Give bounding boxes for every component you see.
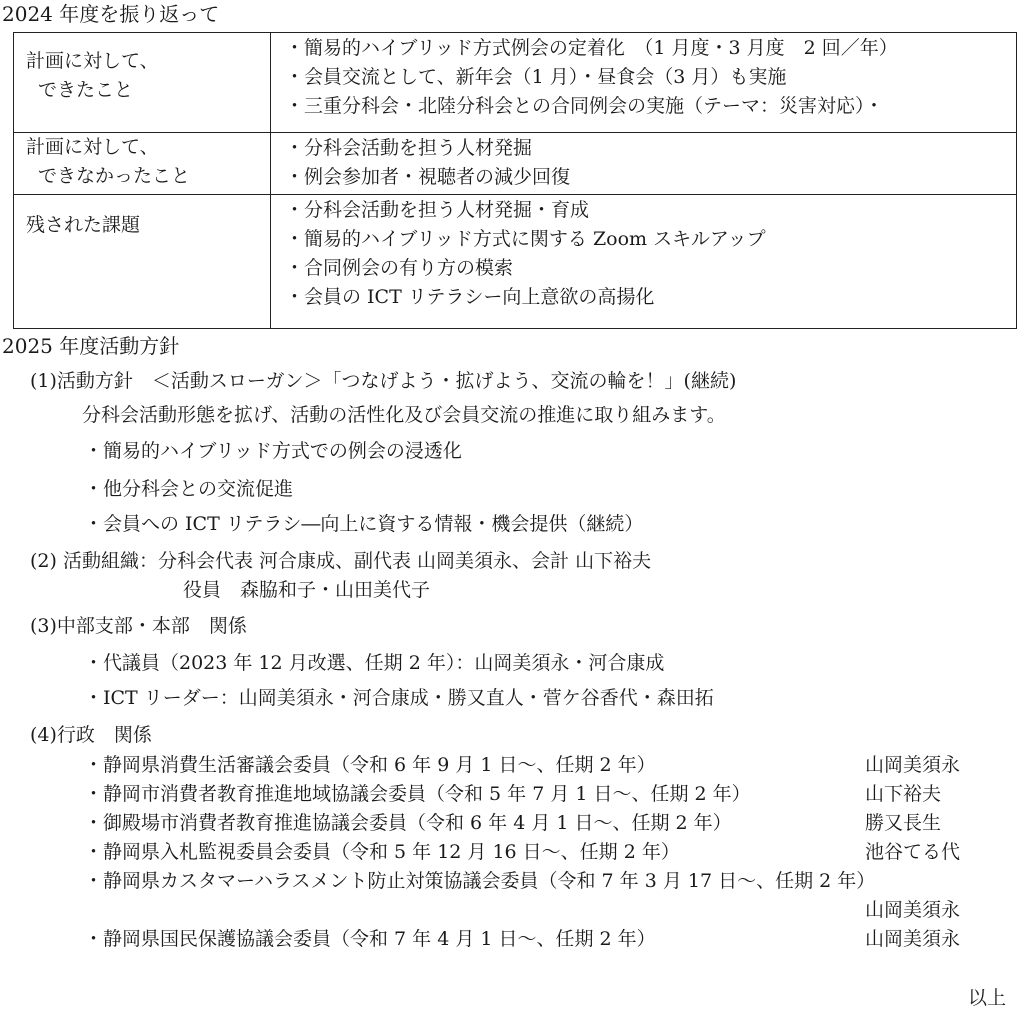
review-label-achieved xyxy=(14,33,271,133)
list-item: ・三重分科会・北陸分科会との合同例会の実施（テーマ：災害対応）・ xyxy=(285,95,884,117)
review-row-remaining xyxy=(14,195,1017,329)
committee-row-name: 山岡美須永 xyxy=(865,899,961,921)
policy-1-description: 分科会活動形態を拡げ、活動の活性化及び会員交流の推進に取り組みます。 xyxy=(82,404,726,426)
committee-row-text: ・静岡県消費生活審議会委員（令和 6 年 9 月 1 日～、任期 2 年） xyxy=(84,754,656,776)
review-title: 2024 年度を振り返って xyxy=(2,2,220,26)
label-line: できたこと xyxy=(38,79,134,101)
committee-row-name: 池谷てる代 xyxy=(865,841,961,863)
policy-3-heading: (3)中部支部・本部 関係 xyxy=(30,615,247,637)
list-item: ・分科会活動を担う人材発掘・育成 xyxy=(285,199,590,221)
committee-row-text: ・静岡市消費者教育推進地域協議会委員（令和 5 年 7 月 1 日～、任期 2 年） xyxy=(84,783,751,805)
committee-row-name: 勝又長生 xyxy=(865,812,942,834)
committee-row-name: 山下裕夫 xyxy=(865,783,942,805)
list-item: ・会員の ICT リテラシー向上意欲の高揚化 xyxy=(285,286,655,308)
committee-row-text: ・静岡県入札監視委員会委員（令和 5 年 12 月 16 日～、任期 2 年） xyxy=(84,841,680,863)
label-line: 計画に対して、 xyxy=(26,50,159,72)
list-item: ・合同例会の有り方の模索 xyxy=(285,257,514,279)
policy-title: 2025 年度活動方針 xyxy=(2,334,180,358)
list-item: ・他分科会との交流促進 xyxy=(84,478,294,500)
list-item: ・ICT リーダー：山岡美須永・河合康成・勝又直人・菅ケ谷香代・森田拓 xyxy=(84,687,714,709)
review-items-achieved xyxy=(271,33,1017,133)
policy-2-organization: (2) 活動組織：分科会代表 河合康成、副代表 山岡美須永、会計 山下裕夫 xyxy=(30,550,652,572)
list-item: ・会員交流として、新年会（1 月）・昼食会（3 月）も実施 xyxy=(285,66,787,88)
list-item: ・例会参加者・視聴者の減少回復 xyxy=(285,166,571,188)
review-table xyxy=(13,32,1017,329)
review-label-not-achieved xyxy=(14,133,271,195)
policy-1-heading: (1)活動方針 ＜活動スローガン＞「つなげよう・拡げよう、交流の輪を！」(継続) xyxy=(30,370,737,392)
policy-4-heading: (4)行政 関係 xyxy=(30,724,152,746)
list-item: ・会員への ICT リテラシ―向上に資する情報・機会提供（継続） xyxy=(84,513,644,535)
list-item: ・簡易的ハイブリッド方式に関する Zoom スキルアップ xyxy=(285,228,766,250)
review-items-remaining xyxy=(271,195,1017,329)
committee-row-text: ・静岡県国民保護協議会委員（令和 7 年 4 月 1 日～、任期 2 年） xyxy=(84,928,656,950)
list-item: ・代議員（2023 年 12 月改選、任期 2 年）：山岡美須永・河合康成 xyxy=(84,652,665,674)
committee-row-name: 山岡美須永 xyxy=(865,754,961,776)
label-line: できなかったこと xyxy=(38,165,191,187)
review-items-not-achieved xyxy=(271,133,1017,195)
committee-row-name: 山岡美須永 xyxy=(865,928,961,950)
list-item: ・分科会活動を担う人材発掘 xyxy=(285,137,533,159)
closing-mark: 以上 xyxy=(968,987,1007,1009)
review-row-achieved xyxy=(14,33,1017,133)
committee-row-text: ・御殿場市消費者教育推進協議会委員（令和 6 年 4 月 1 日～、任期 2 年） xyxy=(84,812,732,834)
review-label-remaining xyxy=(14,195,271,329)
committee-row-text: ・静岡県カスタマーハラスメント防止対策協議会委員（令和 7 年 3 月 17 日～、任期 2 年） xyxy=(84,870,876,892)
list-item: ・簡易的ハイブリッド方式例会の定着化 （1 月度・3 月度 2 回／年） xyxy=(285,37,898,59)
label-line: 残された課題 xyxy=(26,214,141,236)
policy-2-officers: 役員 森脇和子・山田美代子 xyxy=(183,579,431,601)
label-line: 計画に対して、 xyxy=(26,136,159,158)
list-item: ・簡易的ハイブリッド方式での例会の浸透化 xyxy=(84,440,462,462)
review-row-not-achieved xyxy=(14,133,1017,195)
